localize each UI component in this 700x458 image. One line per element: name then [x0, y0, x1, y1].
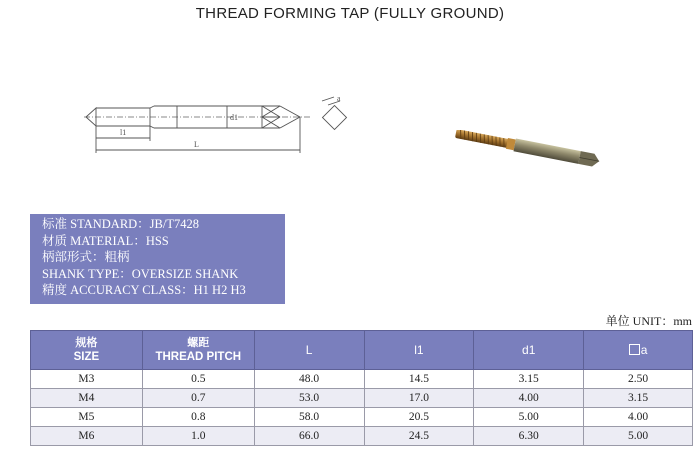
header-size: 规格 SIZE — [31, 331, 143, 370]
size-table — [30, 330, 693, 446]
table-header-row — [31, 331, 693, 370]
header-l1: l1 — [364, 331, 474, 370]
dim-a-label: a — [337, 95, 341, 103]
spec-material: 材质 MATERIAL：HSS — [42, 233, 169, 248]
dim-d1-label: d1 — [230, 113, 238, 122]
table-row: M3 0.5 48.0 14.5 3.15 2.50 — [31, 370, 693, 389]
table-row: M4 0.7 53.0 17.0 4.00 3.15 — [31, 389, 693, 408]
header-L: L — [254, 331, 364, 370]
tap-product-image — [448, 130, 608, 170]
dim-l1-label: l1 — [120, 128, 127, 137]
page-title: THREAD FORMING TAP (FULLY GROUND) — [195, 5, 505, 22]
square-symbol-icon — [629, 344, 640, 355]
spec-shank-cn: 柄部形式：粗柄 — [42, 250, 130, 265]
spec-accuracy-class: 精度 ACCURACY CLASS：H1 H2 H3 — [42, 283, 246, 298]
tap-technical-drawing — [82, 95, 372, 160]
table-row: M5 0.8 58.0 20.5 5.00 4.00 — [31, 408, 693, 427]
spec-info-box — [30, 214, 285, 304]
dim-L-label: L — [194, 140, 199, 149]
header-d1: d1 — [474, 331, 584, 370]
header-thread-pitch: 螺距 THREAD PITCH — [142, 331, 254, 370]
header-a: a — [584, 331, 693, 370]
spec-standard: 标准 STANDARD：JB/T7428 — [42, 217, 199, 231]
unit-label: 单位 UNIT：mm — [605, 314, 692, 328]
table-row: M6 1.0 66.0 24.5 6.30 5.00 — [31, 427, 693, 446]
spec-shank-type: SHANK TYPE：OVERSIZE SHANK — [42, 266, 239, 281]
